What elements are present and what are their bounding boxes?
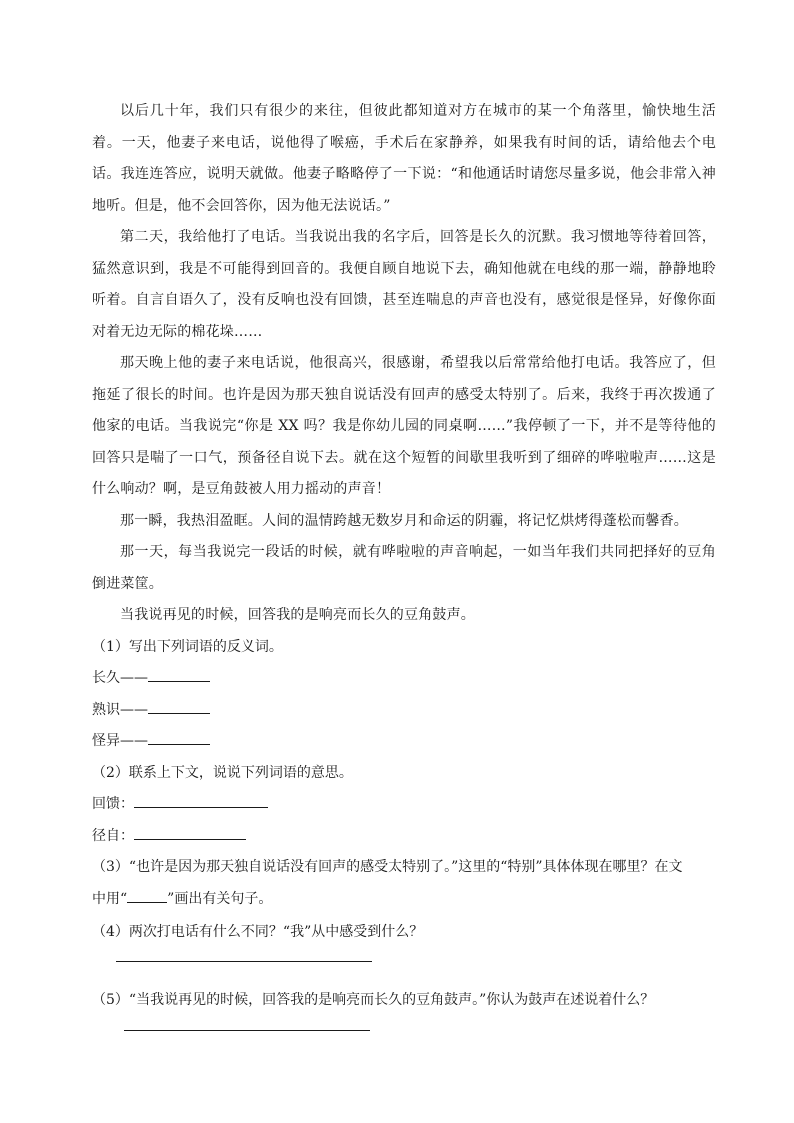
question-5-answer-area xyxy=(92,1016,716,1044)
question-1 xyxy=(92,632,716,758)
answer-blank[interactable] xyxy=(134,823,246,840)
question-5-stem: （5）“当我说再见的时候，回答我的是响亮而长久的豆角鼓声。”你认为鼓声在述说着什么？ xyxy=(92,991,655,1008)
question-4-answer-area xyxy=(92,949,716,977)
question-1-item xyxy=(92,663,716,695)
paragraph-4: 那一瞬，我热泪盈眶。人间的温情跨越无数岁月和命运的阴霾，将记忆烘烤得蓬松而馨香。 xyxy=(120,512,688,529)
question-3-suffix: ”画出有关句子。 xyxy=(167,890,273,907)
antonym-label: 熟识—— xyxy=(92,701,148,718)
question-2-stem: （2）联系上下文，说说下列词语的意思。 xyxy=(92,764,353,781)
answer-blank[interactable] xyxy=(148,665,210,682)
question-5 xyxy=(92,985,716,1045)
word-label: 径自： xyxy=(92,827,134,844)
paragraph-6: 当我说再见的时候，回答我的是响亮而长久的豆角鼓声。 xyxy=(120,607,475,623)
answer-blank[interactable] xyxy=(134,791,268,808)
question-1-item xyxy=(92,695,716,727)
question-3 xyxy=(92,852,716,915)
antonym-label: 怪异—— xyxy=(92,733,148,749)
question-3-prefix: 中用“ xyxy=(92,890,128,907)
question-4-stem: （4）两次打电话有什么不同？“我”从中感受到什么？ xyxy=(92,924,424,940)
document-page xyxy=(92,96,716,1044)
answer-blank[interactable] xyxy=(148,728,210,745)
paragraph-1: 以后几十年，我们只有很少的来往，但彼此都知道对方在城市的某一个角落里，愉快地生活着。一天，他妻子来电话，说他得了喉癌，手术后在家静养，如果我有时间的话，请给他去个电话。我连连答应，说明天就做。他妻子略略停了一下说：“和他通话时请您尽量多说，他会非常入神地听。但是，他不会回答你，因为他无法说话。” xyxy=(92,103,716,214)
paragraph-5: 那一天，每当我说完一段话的时候，就有哗啦啦的声音响起，一如当年我们共同把择好的豆角倒进菜筐。 xyxy=(92,544,716,592)
question-3-stem-cont xyxy=(92,884,716,916)
question-2-item xyxy=(92,821,716,853)
answer-line[interactable] xyxy=(124,1030,370,1031)
question-2 xyxy=(92,758,716,853)
answer-blank[interactable] xyxy=(148,697,210,714)
question-3-stem: （3）“也许是因为那天独自说话没有回声的感受太特别了。”这里的“特别”具体体现在哪里？在文 xyxy=(92,859,683,875)
question-1-item xyxy=(92,726,716,758)
question-1-stem: （1）写出下列词语的反义词。 xyxy=(92,638,283,655)
question-2-item xyxy=(92,789,716,821)
question-4 xyxy=(92,917,716,977)
paragraph-3: 那天晚上他的妻子来电话说，他很高兴，很感谢，希望我以后常常给他打电话。我答应了，但拖延了很长的时间。也许是因为那天独自说话没有回声的感受太特别了。后来，我终于再次拨通了他家的电话。当我说完“你是 XX 吗？我是你幼儿园的同桌啊……”我停顿了一下，并不是等待他的回答只是喘了一口气，预备径自说下去。就在这个短暂的间歇里我听到了细碎的哗啦啦声……这是什么响动？啊，是豆角鼓被人用力摇动的声音！ xyxy=(92,355,716,497)
underline-mark-sample xyxy=(127,888,167,903)
antonym-label: 长久—— xyxy=(92,670,148,686)
paragraph-2: 第二天，我给他打了电话。当我说出我的名字后，回答是长久的沉默。我习惯地等待着回答，猛然意识到，我是不可能得到回音的。我便自顾自地说下去，确知他就在电线的那一端，静静地聆听着。自言自语久了，没有反响也没有回馈，甚至连喘息的声音也没有，感觉很是怪异，好像你面对着无边无际的棉花垛…… xyxy=(92,229,716,340)
answer-line[interactable] xyxy=(116,961,372,962)
word-label: 回馈： xyxy=(92,796,134,812)
